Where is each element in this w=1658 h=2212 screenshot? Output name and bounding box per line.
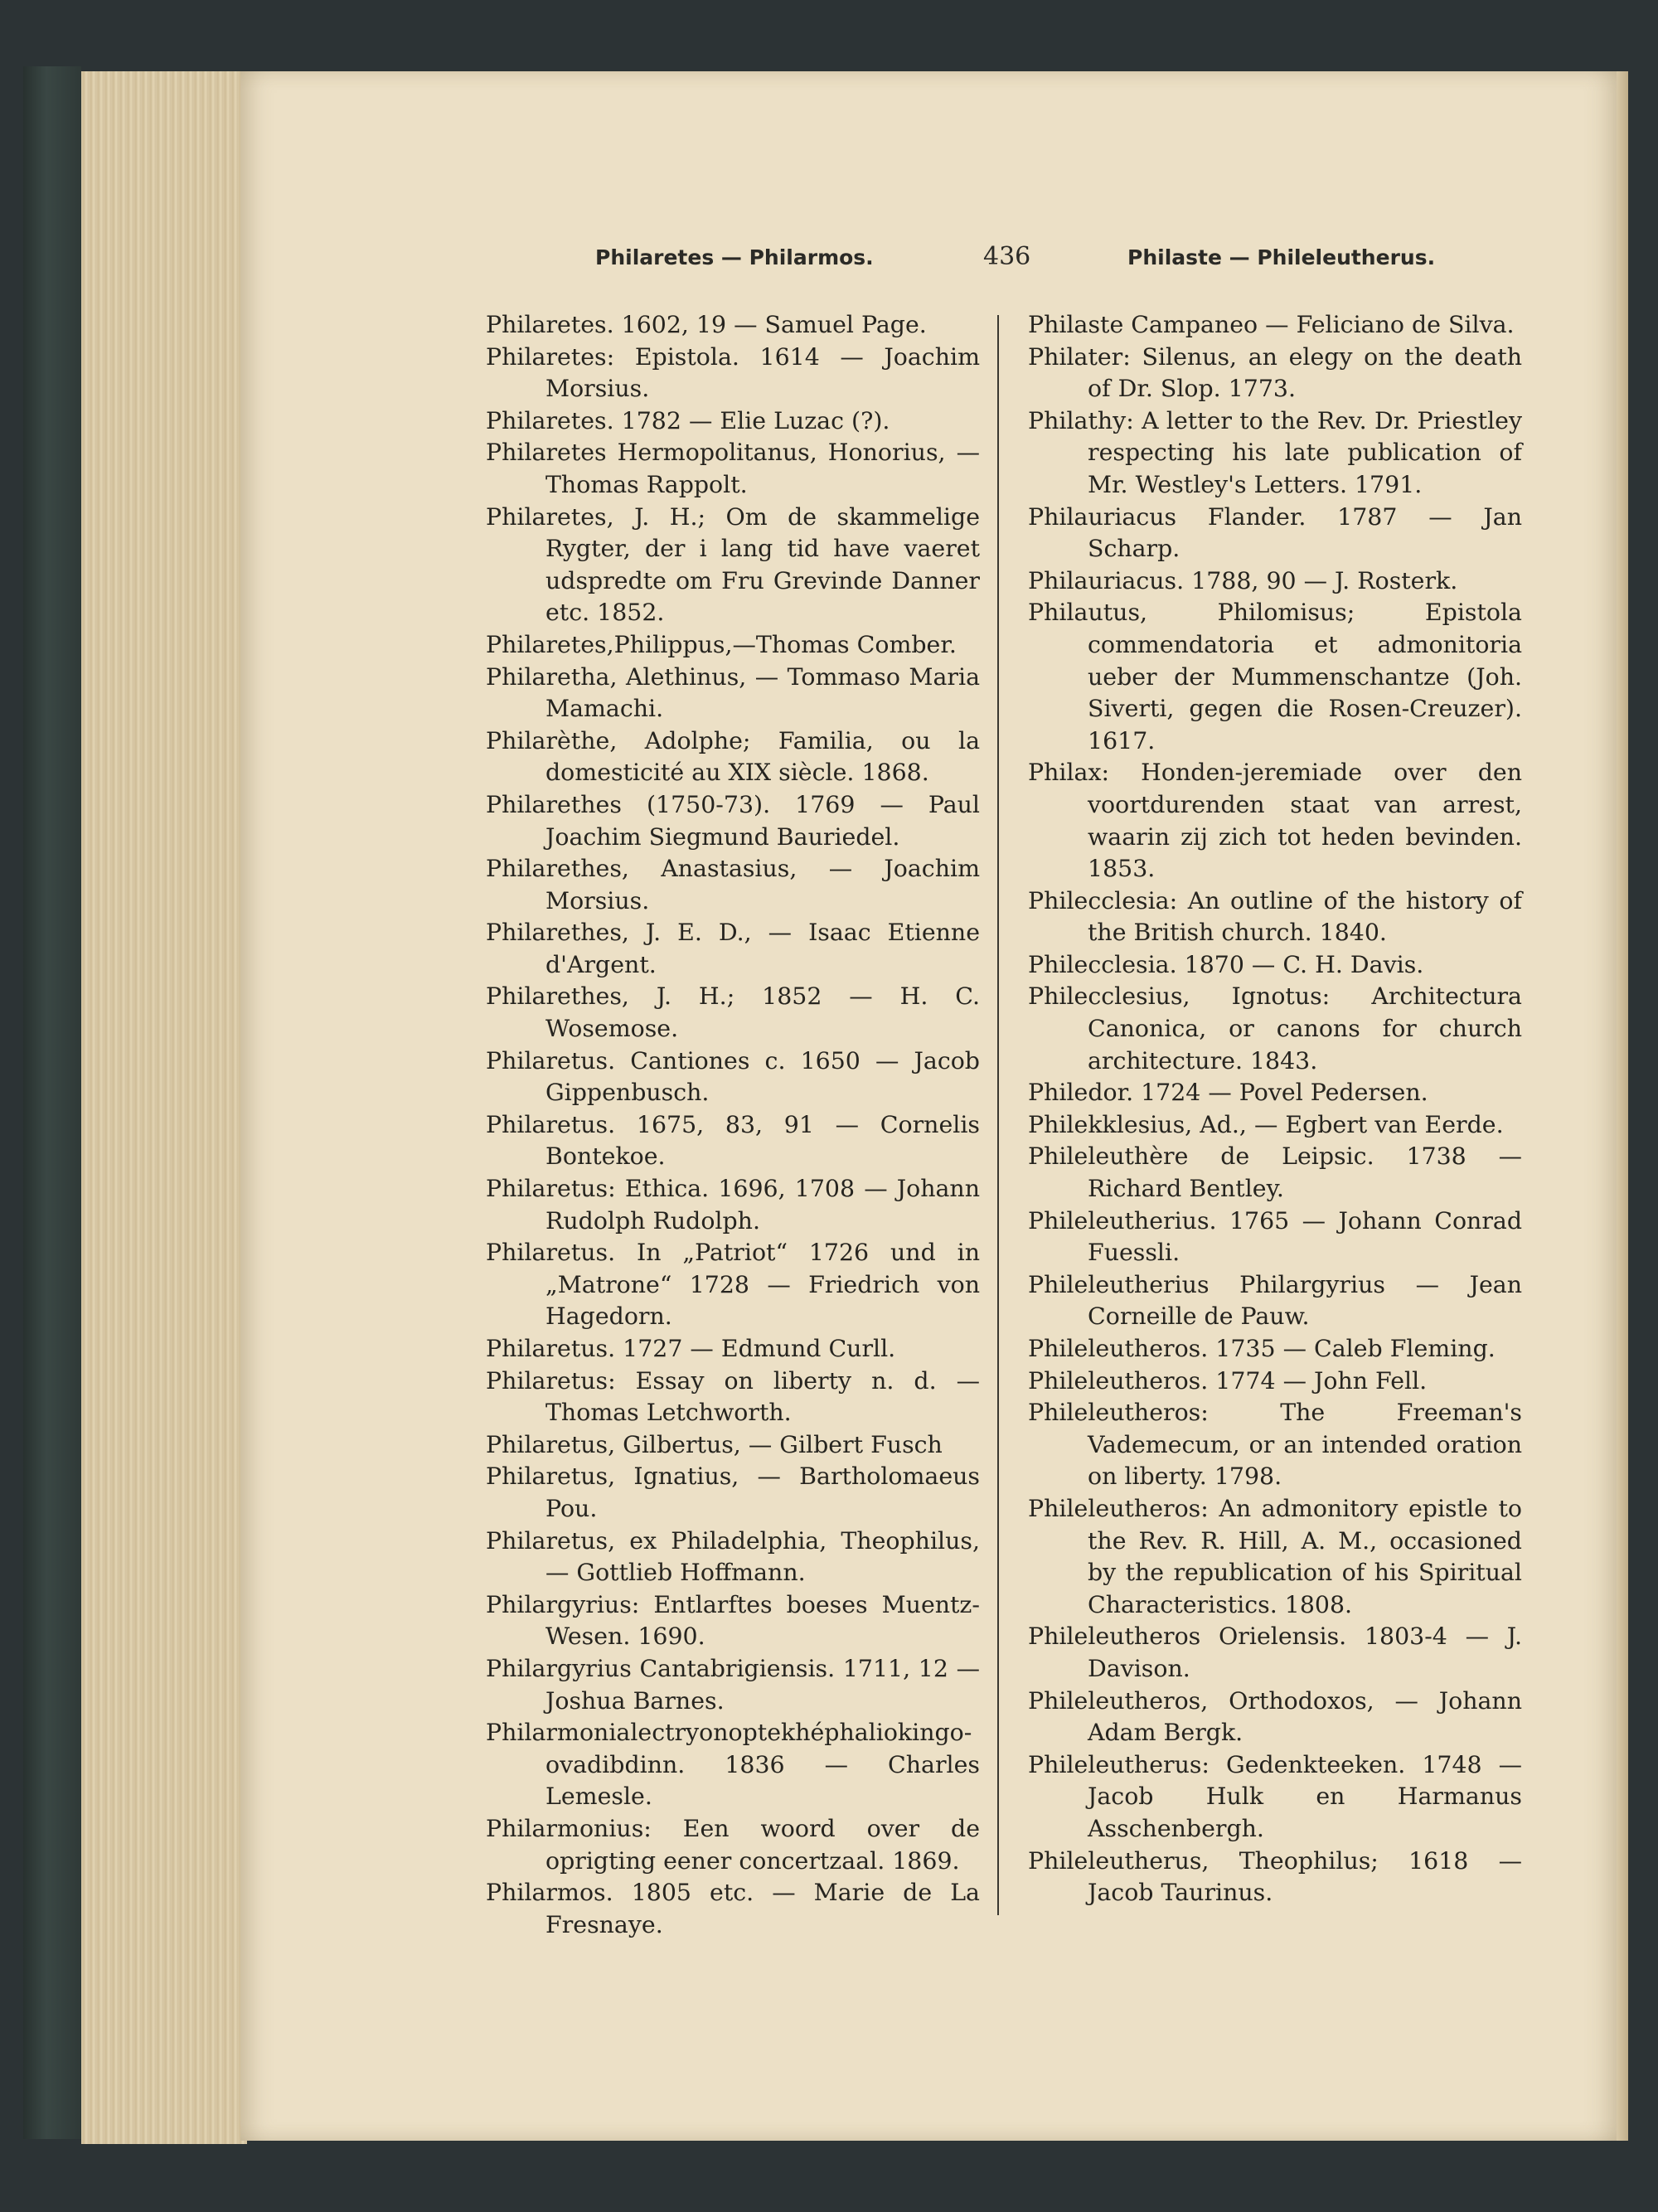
entry: Phileleutheros: An admonitory epistle to the Rev. R. Hill, A. M., occasioned by the republication of his Spiritual Characteristics. 1808. — [1028, 1494, 1522, 1618]
entry: Philarmonialectryonoptekhéphaliokingo-ovadibdinn. 1836 — Charles Lemesle. — [486, 1719, 980, 1811]
entry: Philaretus, Gilbertus, — Gilbert Fusch — [486, 1430, 943, 1458]
entry: Phileleutheros. 1774 — John Fell. — [1028, 1366, 1428, 1395]
book-cover-edge — [23, 66, 81, 2139]
right-column — [1028, 309, 1522, 1909]
entry: Philaretes. 1782 — Elie Luzac (?). — [486, 406, 890, 434]
entry: Philax: Honden-jeremiade over den voortdurenden staat van arrest, waarin zij zich tot heden bevinden. 1853. — [1028, 759, 1522, 883]
entry: Phileleutheros. 1735 — Caleb Fleming. — [1028, 1335, 1496, 1362]
page-number: 436 — [983, 242, 1031, 271]
running-head-right: Philaste — Phileleutherus. — [1127, 245, 1436, 269]
entry: Philarethes (1750-73). 1769 — Paul Joachim Siegmund Bauriedel. — [486, 790, 980, 851]
left-column — [486, 309, 980, 1941]
entry: Philaretus, ex Philadelphia, Theophilus, — Gottlieb Hoffmann. — [486, 1526, 980, 1587]
entry: Philarmonius: Een woord over de oprigting eener concertzaal. 1869. — [486, 1814, 980, 1875]
entry: Philaretha, Alethinus, — Tommaso Maria Mamachi. — [486, 662, 980, 723]
entry: Philecclesia: An outline of the history of the British church. 1840. — [1028, 886, 1522, 947]
page-right-edge — [1617, 71, 1628, 2141]
entry: Phileleutherius Philargyrius — Jean Corneille de Pauw. — [1028, 1270, 1522, 1331]
entry: Philarethes, Anastasius, — Joachim Morsius. — [486, 855, 980, 914]
entry: Philaretes: Epistola. 1614 — Joachim Morsius. — [486, 342, 980, 403]
entry: Phileleutherus, Theophilus; 1618 — Jacob Taurinus. — [1028, 1846, 1522, 1907]
entry: Philaretus, Ignatius, — Bartholomaeus Pou. — [486, 1463, 980, 1522]
entry: Philater: Silenus, an elegy on the death of Dr. Slop. 1773. — [1028, 342, 1522, 403]
entry: Philaretes Hermopolitanus, Honorius, — Thomas Rappolt. — [486, 439, 980, 498]
entry: Philecclesius, Ignotus: Architectura Canonica, or canons for church architecture. 1843. — [1028, 982, 1522, 1074]
entry: Philautus, Philomisus; Epistola commendatoria et admonitoria ueber der Mummenschantze (Joh. Siverti, gegen die Rosen-Creuzer). 1617. — [1028, 599, 1522, 754]
entry: Philarmos. 1805 etc. — Marie de La Fresnaye. — [486, 1879, 980, 1938]
entry: Phileleuthère de Leipsic. 1738 — Richard Bentley. — [1028, 1142, 1522, 1203]
entry: Philaretus. In „Patriot“ 1726 und in „Matrone“ 1728 — Friedrich von Hagedorn. — [486, 1239, 980, 1331]
column-divider — [997, 315, 999, 1915]
entry: Philekklesius, Ad., — Egbert van Eerde. — [1028, 1110, 1504, 1138]
entry: Phileleutheros Orielensis. 1803-4 — J. Davison. — [1028, 1623, 1522, 1682]
entry: Phileleutherus: Gedenkteeken. 1748 — Jacob Hulk en Harmanus Asschenbergh. — [1028, 1750, 1522, 1842]
entry: Phileleutherius. 1765 — Johann Conrad Fuessli. — [1028, 1206, 1522, 1267]
entry: Philecclesia. 1870 — C. H. Davis. — [1028, 950, 1424, 978]
entry: Philaretus. 1675, 83, 91 — Cornelis Bontekoe. — [486, 1110, 980, 1171]
entry: Philaretus: Ethica. 1696, 1708 — Johann Rudolph Rudolph. — [486, 1175, 980, 1235]
entry: Philauriacus Flander. 1787 — Jan Scharp. — [1028, 502, 1522, 563]
entry: Philargyrius: Entlarftes boeses Muentz-Wesen. 1690. — [486, 1590, 980, 1651]
running-head-left: Philaretes — Philarmos. — [595, 245, 874, 269]
page-stack-edge — [81, 71, 247, 2144]
entry: Philarethes, J. E. D., — Isaac Etienne d'Argent. — [486, 919, 980, 978]
entry: Philarethes, J. H.; 1852 — H. C. Wosemose. — [486, 982, 980, 1043]
entry: Philedor. 1724 — Povel Pedersen. — [1028, 1079, 1428, 1107]
entry: Philaretes,Philippus,—Thomas Comber. — [486, 630, 957, 658]
entry: Philaretus. 1727 — Edmund Curll. — [486, 1335, 896, 1362]
entry: Phileleutheros: The Freeman's Vademecum, or an intended oration on liberty. 1798. — [1028, 1399, 1522, 1491]
entry: Philaretus: Essay on liberty n. d. — Thomas Letchworth. — [486, 1366, 980, 1427]
entry: Philarèthe, Adolphe; Familia, ou la domesticité au XIX siècle. 1868. — [486, 726, 980, 787]
entry: Philargyrius Cantabrigiensis. 1711, 12 — Joshua Barnes. — [486, 1654, 980, 1715]
entry: Philaretes, J. H.; Om de skammelige Rygter, der i lang tid have vaeret udspredte om Fru Grevinde Danner etc. 1852. — [486, 502, 980, 627]
entry: Philaretes. 1602, 19 — Samuel Page. — [486, 311, 927, 338]
entry: Philaretus. Cantiones c. 1650 — Jacob Gippenbusch. — [486, 1046, 980, 1107]
entry: Philauriacus. 1788, 90 — J. Rosterk. — [1028, 566, 1458, 594]
entry: Phileleutheros, Orthodoxos, — Johann Adam Bergk. — [1028, 1686, 1522, 1747]
entry: Philaste Campaneo — Feliciano de Silva. — [1028, 311, 1515, 338]
entry: Philathy: A letter to the Rev. Dr. Priestley respecting his late publication of Mr. Westley's Letters. 1791. — [1028, 406, 1522, 498]
